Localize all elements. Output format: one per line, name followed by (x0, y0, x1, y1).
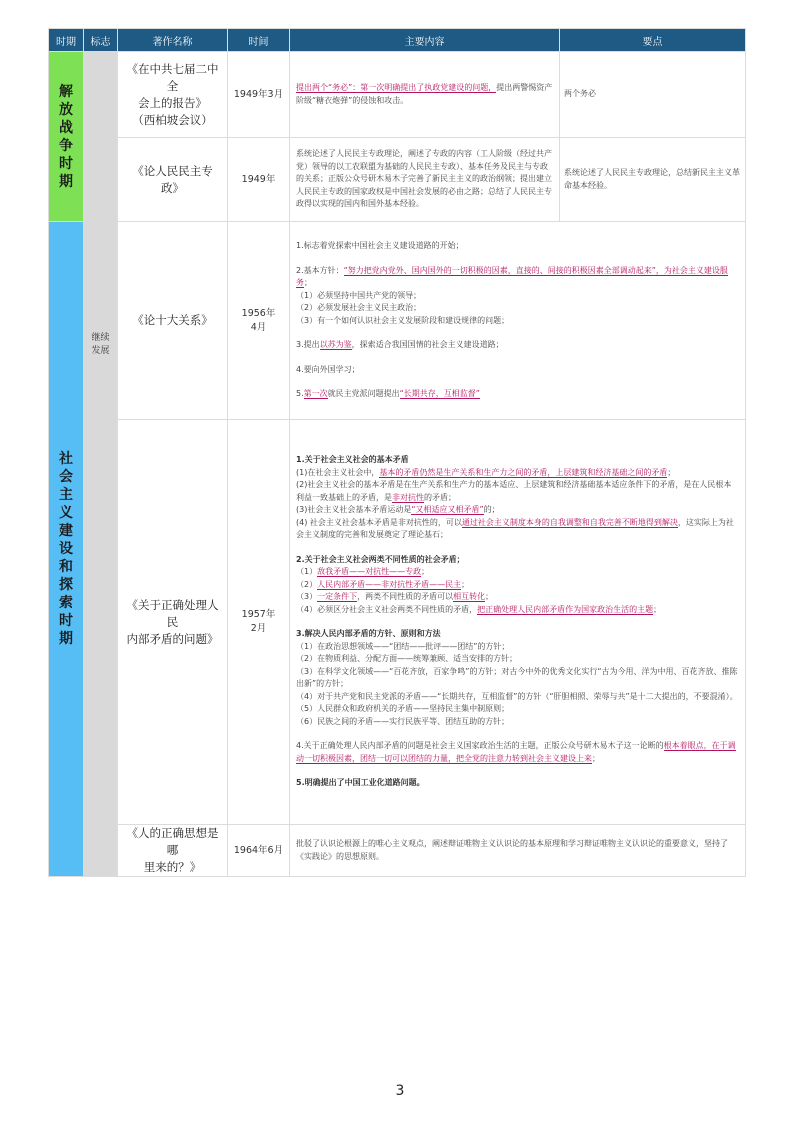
page-number: 3 (395, 1083, 405, 1099)
work-title: 《论人民民主专政》 (118, 138, 228, 222)
header-period: 时期 (49, 29, 84, 52)
work-title: 《论十大关系》 (118, 222, 228, 420)
table-row (49, 825, 746, 877)
work-content: 批驳了认识论根源上的唯心主义观点，阐述辩证唯物主义认识论的基本原理和学习辩证唯物主义认识论的重要意义，坚持了《实践论》的思想原则。 (290, 825, 746, 877)
work-time: 1949年 (228, 138, 290, 222)
work-title: 《在中共七届二中全 会上的报告》 （西柏坡会议） (118, 52, 228, 138)
sign-continue-development: 继续 发展 (91, 333, 110, 356)
header-sign: 标志 (84, 29, 118, 52)
header-content: 主要内容 (290, 29, 560, 52)
table-row (49, 52, 746, 138)
works-table (48, 28, 746, 877)
work-points: 两个务必 (560, 52, 746, 138)
header-work: 著作名称 (118, 29, 228, 52)
header-points: 要点 (560, 29, 746, 52)
table-row (49, 222, 746, 420)
table-row (49, 420, 746, 825)
work-points: 系统论述了人民民主专政理论，总结新民主主义革命基本经验。 (560, 138, 746, 222)
work-title: 《人的正确思想是哪 里来的？》 (118, 825, 228, 877)
header-time: 时间 (228, 29, 290, 52)
work-content: 1.标志着党探索中国社会主义建设道路的开始； 2.基本方针：“努力把党内党外、国内国外的一切积极的因素，直接的、间接的积极因素全部调动起来”，为社会主义建设服务； （1）必须坚持中国共产党的领导； （2）必须发展社会主义民主政治； （3）有一个如何认识社会主义发展阶段和建设规律的问题； 3.提出以苏为鉴，探索适合我国国情的社会主义建设道路； 4.要向外国学习； 5.第一次就民主党派问题提出“长期共存，互相监督” (290, 222, 746, 420)
table-row (49, 138, 746, 222)
sign-cell (84, 52, 118, 877)
work-time: 1964年6月 (228, 825, 290, 877)
work-content: 1.关于社会主义社会的基本矛盾 (1)在社会主义社会中，基本的矛盾仍然是生产关系和生产力之间的矛盾，上层建筑和经济基础之间的矛盾； (2)社会主义社会的基本矛盾是在生产关系和生产力的基本适应、上层建筑和经济基础基本适应条件下的矛盾，是在人民根本利益一致基础上的矛盾，是非对抗性的矛盾； (3)社会主义社会基本矛盾运动是“又相适应又相矛盾”的； (4) 社会主义社会基本矛盾是非对抗性的，可以通过社会主义制度本身的自我调整和自我完善不断地得到解决，这实际上为社会主义制度的完善和发展奠定了理论基石； 2.关于社会主义社会两类不同性质的社会矛盾； （1）敌我矛盾——对抗性——专政； （2）人民内部矛盾——非对抗性矛盾——民主； （3）一定条件下，两类不同性质的矛盾可以相互转化； （4）必须区分社会主义社会两类不同性质的矛盾，把正确处理人民内部矛盾作为国家政治生活的主题； 3.解决人民内部矛盾的方针、原则和方法 （1）在政治思想领域——“团结——批评——团结”的方针； （2）在物质利益、分配方面——统筹兼顾、适当安排的方针； （3）在科学文化领域——“百花齐放，百家争鸣”的方针；对古今中外的优秀文化实行“古为今用、洋为中用、百花齐放、推陈出新”的方针； （4）对于共产党和民主党派的矛盾——“长期共存，互相监督”的方针（“肝胆相照、荣辱与共”是十二大提出的，不要混淆）。 （5）人民群众和政府机关的矛盾——坚持民主集中制原则； （6）民族之间的矛盾——实行民族平等、团结互助的方针； 4.关于正确处理人民内部矛盾的问题是社会主义国家政治生活的主题，正版公众号研木易木子这一论断的根本着眼点，在于调动一切积极因素，团结一切可以团结的力量，把全党的注意力转到社会主义建设上来； 5.明确提出了中国工业化道路问题。 (290, 420, 746, 825)
header-row (49, 29, 746, 52)
work-title: 《关于正确处理人民 内部矛盾的问题》 (118, 420, 228, 825)
work-content: 提出两个“务必”：第一次明确提出了执政党建设的问题，提出两警惕资产阶级“糖衣炮弹”的侵蚀和攻击。 (290, 52, 560, 138)
work-time: 1949年3月 (228, 52, 290, 138)
period-liberation: 解 放 战 争 时 期 (49, 52, 84, 222)
work-time: 1957年 2月 (228, 420, 290, 825)
work-content: 系统论述了人民民主专政理论，阐述了专政的内容（工人阶级（经过共产党）领导的以工农联盟为基础的人民民主专政）、基本任务及民主与专政的关系；正版公众号研木易木子完善了新民主主义的政治纲领；提出建立人民民主专政的国家政权是中国社会发展的必由之路；总结了人民民主专政得以实现的国内和国外基本经验。 (290, 138, 560, 222)
work-time: 1956年 4月 (228, 222, 290, 420)
period-socialism: 社 会 主 义 建 设 和 探 索 时 期 (49, 222, 84, 877)
